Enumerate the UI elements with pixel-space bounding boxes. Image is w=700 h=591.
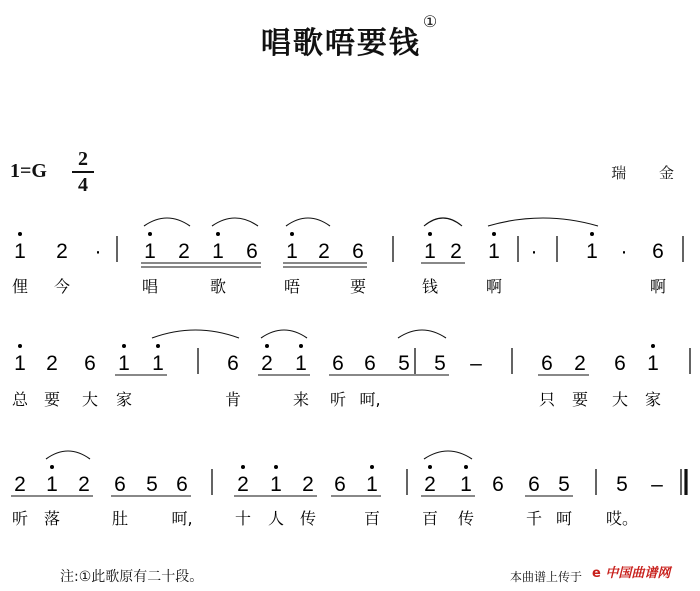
octave-dot: [428, 465, 432, 469]
score-note: 6: [352, 240, 364, 263]
score-note: 2: [78, 473, 90, 496]
slur: [286, 218, 330, 226]
lyric-syllable: 落: [43, 509, 61, 528]
score-note: 5: [558, 473, 570, 496]
score-note: 1: [212, 240, 224, 263]
footnote-marker: ①: [422, 12, 440, 31]
octave-dot: [274, 465, 278, 469]
lyric-syllable: 传: [299, 509, 317, 528]
score-note: 6: [84, 352, 96, 375]
score-note: 6: [528, 473, 540, 496]
lyric-syllable: 歌: [209, 277, 227, 296]
lyric-syllable: 千: [525, 509, 543, 528]
lyric-syllable: 家: [115, 390, 133, 409]
score-note: 1: [586, 240, 598, 263]
score-note: 2: [424, 473, 436, 496]
slur: [424, 218, 462, 226]
score-note: 6: [246, 240, 258, 263]
lyric-syllable: 要: [349, 277, 367, 296]
octave-dot: [148, 232, 152, 236]
score-note: –: [470, 352, 482, 375]
footnote-text: 注:①此歌原有二十段。: [60, 569, 204, 585]
score-note: 5: [146, 473, 158, 496]
lyric-syllable: 呵,: [359, 390, 381, 409]
lyric-syllable: 啊: [649, 277, 667, 296]
score-note: 2: [574, 352, 586, 375]
score-note: 6: [492, 473, 504, 496]
octave-dot: [156, 344, 160, 348]
lyric-syllable: 钱: [421, 277, 439, 296]
octave-dot: [464, 465, 468, 469]
source-text: 本曲谱上传于: [510, 570, 583, 584]
score-note: –: [651, 473, 663, 496]
octave-dot: [18, 232, 22, 236]
lyric-syllable: 总: [11, 390, 29, 409]
lyric-syllable: 要: [571, 390, 589, 409]
octave-dot: [18, 344, 22, 348]
score-note: 2: [450, 240, 462, 263]
lyric-syllable: 人: [267, 509, 285, 528]
score-note: 1: [295, 352, 307, 375]
octave-dot: [370, 465, 374, 469]
slur: [424, 451, 472, 459]
lyric-syllable: 哎。: [605, 509, 639, 528]
score-note: 6: [614, 352, 626, 375]
lyric-syllable: 要: [43, 390, 61, 409]
score-note: 1: [118, 352, 130, 375]
score-note: 2: [14, 473, 26, 496]
octave-dot: [290, 232, 294, 236]
lyric-syllable: 呵: [555, 509, 573, 528]
score-note: 5: [616, 473, 628, 496]
octave-dot: [590, 232, 594, 236]
lyric-syllable: 听: [329, 390, 347, 409]
score-note: 1: [14, 240, 26, 263]
slur: [46, 451, 90, 459]
score-note: 1: [152, 352, 164, 375]
score-note: 1: [144, 240, 156, 263]
lyric-syllable: 十: [234, 509, 252, 528]
slur: [398, 330, 446, 338]
lyric-syllable: 肚: [111, 509, 129, 528]
octave-dot: [50, 465, 54, 469]
score-note: 1: [460, 473, 472, 496]
logo-mark: e: [592, 566, 601, 581]
score-note: ·: [94, 240, 102, 263]
score-note: ·: [620, 240, 628, 263]
score-note: 1: [366, 473, 378, 496]
slur: [144, 218, 190, 226]
score-note: 6: [176, 473, 188, 496]
score-note: 1: [286, 240, 298, 263]
octave-dot: [428, 232, 432, 236]
score-note: 5: [434, 352, 446, 375]
score-note: 1: [14, 352, 26, 375]
lyric-syllable: 传: [457, 509, 475, 528]
lyric-syllable: 俚: [11, 277, 29, 296]
lyric-syllable: 来: [292, 390, 310, 409]
lyric-syllable: 肯: [224, 390, 242, 409]
lyric-syllable: 只: [538, 390, 556, 409]
slur: [152, 330, 239, 338]
octave-dot: [299, 344, 303, 348]
octave-dot: [651, 344, 655, 348]
octave-dot: [122, 344, 126, 348]
score-note: 2: [46, 352, 58, 375]
lyric-syllable: 今: [53, 277, 71, 296]
lyric-syllable: 啊: [485, 277, 503, 296]
score-note: 6: [114, 473, 126, 496]
score-note: 6: [364, 352, 376, 375]
octave-dot: [265, 344, 269, 348]
score-note: 2: [237, 473, 249, 496]
lyric-syllable: 听: [11, 509, 29, 528]
lyric-syllable: 唱: [141, 277, 159, 296]
slur: [212, 218, 258, 226]
octave-dot: [216, 232, 220, 236]
score-note: 1: [488, 240, 500, 263]
score-note: 1: [647, 352, 659, 375]
score-note: 2: [261, 352, 273, 375]
score-note: 1: [46, 473, 58, 496]
score-note: 2: [318, 240, 330, 263]
score-note: 6: [332, 352, 344, 375]
octave-dot: [492, 232, 496, 236]
score-note: 6: [334, 473, 346, 496]
score-note: 1: [424, 240, 436, 263]
score-note: 2: [56, 240, 68, 263]
logo-name: 中国曲谱网: [605, 566, 671, 581]
key-signature: 1=G: [10, 160, 47, 182]
score-note: ·: [530, 240, 538, 263]
lyric-syllable: 呵,: [171, 509, 193, 528]
lyric-syllable: 百: [363, 509, 381, 528]
score-note: 1: [270, 473, 282, 496]
composer-name: 瑞 金: [611, 164, 688, 182]
score-note: 6: [227, 352, 239, 375]
score-note: 6: [652, 240, 664, 263]
slur: [488, 218, 598, 226]
site-logo: [592, 562, 670, 581]
score-note: 2: [178, 240, 190, 263]
score-note: 5: [398, 352, 410, 375]
page-title: 唱歌唔要钱①: [260, 12, 440, 61]
lyric-syllable: 百: [421, 509, 439, 528]
score-note: 2: [302, 473, 314, 496]
lyric-syllable: 大: [81, 390, 99, 409]
score-note: 6: [541, 352, 553, 375]
lyric-syllable: 家: [644, 390, 662, 409]
slur: [261, 330, 307, 338]
octave-dot: [241, 465, 245, 469]
lyric-syllable: 唔: [283, 277, 301, 296]
time-signature-top: 2: [78, 148, 88, 170]
lyric-syllable: 大: [611, 390, 629, 409]
time-signature-bottom: 4: [78, 174, 88, 196]
